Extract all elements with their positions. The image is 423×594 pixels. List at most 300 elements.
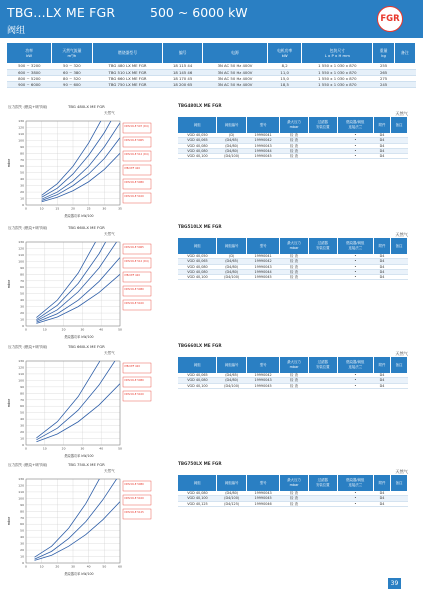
- valve-cell: (D4/80): [217, 143, 246, 148]
- y-tick-label: 10: [20, 436, 24, 441]
- valve-table-title: TBG660LX ME FGR: [178, 343, 222, 348]
- valve-cell: [391, 383, 408, 388]
- spec-cell: 18 170 45: [163, 75, 202, 81]
- y-tick-label: 40: [20, 298, 24, 303]
- y-tick-label: 100: [18, 259, 24, 264]
- valve-cell: 检 查: [280, 138, 309, 143]
- spec-cell: 18 145 46: [163, 69, 202, 75]
- x-tick-label: 0: [25, 446, 27, 451]
- power-range: 500 ~ 6000 kW: [150, 5, 248, 20]
- valve-cell: 检 查: [280, 133, 309, 138]
- valve-cell: 19990044: [246, 148, 279, 153]
- valve-cell: D4: [374, 143, 391, 148]
- y-tick-label: 60: [20, 404, 24, 409]
- valve-cell: 检 查: [280, 264, 309, 269]
- x-tick-label: 40: [99, 327, 104, 332]
- valve-cell: [308, 154, 337, 159]
- pressure-chart: [4, 461, 154, 577]
- spec-cell: 900 ~ 6000: [7, 81, 52, 87]
- valve-cell: 检 查: [280, 496, 309, 501]
- valve-cell: (D): [217, 254, 246, 259]
- valve-cell: (D4/80): [217, 378, 246, 383]
- series-line: [42, 105, 120, 197]
- valve-cell: •: [337, 501, 374, 506]
- valve-cell: 19990045: [246, 154, 279, 159]
- series-line: [36, 258, 120, 323]
- y-tick-label: 70: [20, 157, 24, 162]
- valve-table-fuel: 天然气: [395, 351, 408, 356]
- valve-cell: (D4/80): [217, 264, 246, 269]
- valve-cell: (D4/65): [217, 138, 246, 143]
- spec-col-header: 重量 kg: [373, 43, 394, 63]
- spec-cell: 3N AC 50 Hz 400V: [202, 75, 267, 81]
- y-tick-label: 100: [18, 138, 24, 143]
- valve-col-header: 燃烧器/阀组 连接法兰: [337, 117, 374, 133]
- y-tick-label: 40: [20, 177, 24, 182]
- valve-cell: 检 查: [280, 254, 309, 259]
- y-tick-label: 130: [18, 240, 24, 244]
- y-tick-label: 60: [20, 285, 24, 290]
- y-tick-label: 30: [20, 423, 24, 428]
- spec-cell: TBG 480 LX ME FGR: [92, 63, 163, 69]
- valve-col-header: 备注: [391, 475, 408, 491]
- valve-table-fuel: 天然气: [395, 469, 408, 474]
- series-line: [36, 274, 120, 323]
- y-tick-label: 10: [20, 196, 24, 201]
- valve-cell: [308, 275, 337, 280]
- series-line: [36, 224, 120, 318]
- y-tick-label: 90: [20, 502, 24, 507]
- y-tick-label: 90: [20, 384, 24, 389]
- spec-cell: 3N AC 50 Hz 400V: [202, 81, 267, 87]
- valve-table: [178, 238, 408, 280]
- x-tick-label: 50: [118, 446, 122, 451]
- valve-col-header: 阀组: [178, 117, 217, 133]
- valve-cell: D4: [374, 154, 391, 159]
- section-subtitle: 阀组: [7, 26, 26, 36]
- spec-cell: [394, 81, 415, 87]
- valve-cell: •: [337, 148, 374, 153]
- spec-col-header: 天然气流量 m³/h: [52, 43, 92, 63]
- valve-cell: •: [337, 154, 374, 159]
- x-tick-label: 40: [86, 564, 91, 569]
- chart-fuel: 天然气: [104, 111, 115, 115]
- valve-cell: (D4/80): [217, 269, 246, 274]
- spec-row: [7, 81, 416, 87]
- spec-cell: 1 550 x 1 030 x 870: [302, 63, 373, 69]
- valve-cell: VGD 40,065: [178, 138, 217, 143]
- chart-fuel: 天然气: [104, 469, 115, 473]
- legend-label: MB-VEF 420: [124, 365, 140, 368]
- valve-cell: D4: [374, 491, 391, 496]
- valve-cell: VGD 40,100: [178, 275, 217, 280]
- valve-col-header: 附件: [374, 238, 391, 254]
- valve-col-header: 燃烧器/阀组 连接法兰: [337, 475, 374, 491]
- valve-cell: VGD 40,080: [178, 148, 217, 153]
- y-tick-label: 130: [18, 119, 24, 123]
- valve-cell: D4: [374, 501, 391, 506]
- valve-col-header: 阀组编号: [217, 117, 246, 133]
- valve-row: [178, 501, 408, 506]
- valve-col-header: 型号: [246, 238, 279, 254]
- legend-label: DMV-DLE 5100: [124, 393, 144, 396]
- series-line: [42, 103, 120, 195]
- valve-cell: D4: [374, 378, 391, 383]
- legend-label: DMV-DLE 5080: [124, 181, 144, 184]
- y-tick-label: 110: [18, 252, 24, 257]
- valve-cell: VGD 40,100: [178, 383, 217, 388]
- valve-cell: •: [337, 269, 374, 274]
- valve-cell: [391, 501, 408, 506]
- series-line: [36, 237, 120, 321]
- x-tick-label: 50: [118, 327, 122, 332]
- x-tick-label: 30: [80, 327, 85, 332]
- x-tick-label: 10: [39, 206, 44, 211]
- series-line: [42, 153, 120, 201]
- legend-label: DMV-DLE 5125: [124, 511, 144, 514]
- valve-cell: 检 查: [280, 383, 309, 388]
- chart-svg: [4, 224, 154, 340]
- valve-cell: 19990042: [246, 138, 279, 143]
- spec-cell: 8,2: [268, 63, 302, 69]
- y-tick-label: 30: [20, 304, 24, 309]
- y-tick-label: 100: [18, 378, 24, 383]
- spec-col-header: 功率 kW: [7, 43, 52, 63]
- spec-col-header: 编号: [163, 43, 202, 63]
- y-axis-unit: mbar: [7, 398, 11, 408]
- legend-label: DMV-DLE 5080: [124, 379, 144, 382]
- valve-col-header: 阀组编号: [217, 357, 246, 373]
- y-tick-label: 90: [20, 265, 24, 270]
- valve-col-header: 阀组编号: [217, 475, 246, 491]
- valve-cell: •: [337, 138, 374, 143]
- valve-cell: (D4/80): [217, 491, 246, 496]
- valve-cell: 检 查: [280, 275, 309, 280]
- y-tick-label: 0: [22, 443, 24, 447]
- valve-cell: •: [337, 259, 374, 264]
- valve-table-title: TBG750LX ME FGR: [178, 461, 222, 466]
- spec-col-header: 燃烧器型号: [92, 43, 163, 63]
- valve-cell: D4: [374, 275, 391, 280]
- valve-row: [178, 383, 408, 388]
- y-tick-label: 0: [22, 324, 24, 328]
- x-tick-label: 20: [55, 564, 60, 569]
- x-axis-label: 燃烧器功率 kW/100: [64, 335, 94, 339]
- y-tick-label: 20: [20, 548, 24, 553]
- valve-col-header: 最大压力 mbar: [280, 475, 309, 491]
- spec-cell: 18,5: [268, 81, 302, 87]
- legend-label: DMV-DLE 512 (D4): [124, 260, 149, 263]
- spec-cell: TBG 750 LX ME FGR: [92, 81, 163, 87]
- x-tick-label: 15: [55, 206, 60, 211]
- x-tick-label: 0: [25, 327, 27, 332]
- spec-cell: 60 ~ 380: [52, 69, 92, 75]
- chart-fuel: 天然气: [104, 232, 115, 236]
- valve-cell: D4: [374, 254, 391, 259]
- spec-cell: TBG 660 LX ME FGR: [92, 75, 163, 81]
- x-tick-label: 20: [61, 327, 66, 332]
- y-tick-label: 50: [20, 528, 24, 533]
- valve-cell: VGD 40,125: [178, 501, 217, 506]
- valve-cell: D4: [374, 496, 391, 501]
- valve-cell: 检 查: [280, 373, 309, 378]
- valve-col-header: 型号: [246, 475, 279, 491]
- y-tick-label: 0: [22, 203, 24, 207]
- valve-col-header: 型号: [246, 357, 279, 373]
- spec-cell: 50 ~ 320: [52, 63, 92, 69]
- x-axis-label: 燃烧器功率 kW/100: [64, 572, 94, 576]
- valve-cell: •: [337, 378, 374, 383]
- valve-table: [178, 475, 408, 507]
- legend-label: MB-VEF 420: [124, 274, 140, 277]
- valve-table-title: TBG480LX ME FGR: [178, 103, 222, 108]
- valve-table: [178, 357, 408, 389]
- valve-col-header: 燃烧器/阀组 连接法兰: [337, 238, 374, 254]
- legend-label: DMV-DLE 5080: [124, 483, 144, 486]
- valve-cell: [391, 154, 408, 159]
- x-tick-label: 0: [25, 206, 27, 211]
- legend-label: DMV-DLE 5100: [124, 302, 144, 305]
- valve-col-header: 燃烧器/阀组 连接法兰: [337, 357, 374, 373]
- legend-label: DMV-DLE 5100: [124, 195, 144, 198]
- valve-cell: VGD 40,080: [178, 264, 217, 269]
- x-tick-label: 10: [39, 564, 44, 569]
- chart-ylabel: 压力损失 (燃烧+调节阀): [8, 463, 48, 467]
- valve-cell: •: [337, 491, 374, 496]
- valve-col-header: 型号: [246, 117, 279, 133]
- valve-cell: (D4/80): [217, 148, 246, 153]
- x-tick-label: 0: [25, 564, 27, 569]
- valve-cell: D4: [374, 373, 391, 378]
- valve-cell: D4: [374, 383, 391, 388]
- valve-cell: 19990046: [246, 501, 279, 506]
- y-tick-label: 60: [20, 522, 24, 527]
- chart-title: TBG 480LX ME FGR: [68, 104, 105, 109]
- spec-col-header: 电源: [202, 43, 267, 63]
- valve-col-header: 阀组: [178, 238, 217, 254]
- valve-cell: D4: [374, 264, 391, 269]
- x-tick-label: 35: [118, 206, 122, 211]
- valve-col-header: 过滤器 安装位置: [308, 238, 337, 254]
- pressure-chart: [4, 103, 154, 219]
- spec-cell: 18 200 65: [163, 81, 202, 87]
- valve-cell: 19990045: [246, 383, 279, 388]
- x-tick-label: 50: [102, 564, 107, 569]
- chart-ylabel: 压力损失 (燃烧+调节阀): [8, 105, 48, 109]
- spec-cell: 1 550 x 1 030 x 870: [302, 69, 373, 75]
- spec-table: [7, 43, 416, 88]
- y-tick-label: 0: [22, 561, 24, 565]
- valve-col-header: 备注: [391, 238, 408, 254]
- spec-cell: 275: [373, 75, 394, 81]
- valve-cell: •: [337, 496, 374, 501]
- legend-label: DMV-DLE 507 (D4): [124, 125, 149, 128]
- valve-col-header: 过滤器 安装位置: [308, 475, 337, 491]
- valve-cell: VGD 40,065: [178, 373, 217, 378]
- valve-cell: (D4/125): [217, 501, 246, 506]
- chart-title: TBG 660LX ME FGR: [68, 225, 105, 230]
- y-tick-label: 10: [20, 317, 24, 322]
- valve-cell: 检 查: [280, 259, 309, 264]
- valve-cell: •: [337, 383, 374, 388]
- y-tick-label: 100: [18, 496, 24, 501]
- spec-cell: 600 ~ 3800: [7, 69, 52, 75]
- valve-cell: VGD 40,065: [178, 259, 217, 264]
- legend-label: DMV-DLE 5065: [124, 139, 144, 142]
- valve-cell: D4: [374, 259, 391, 264]
- legend-label: DMV-DLE 512 (D4): [124, 153, 149, 156]
- valve-col-header: 附件: [374, 475, 391, 491]
- spec-cell: 265: [373, 69, 394, 75]
- x-axis-label: 燃烧器功率 kW/100: [64, 214, 94, 218]
- valve-cell: •: [337, 275, 374, 280]
- x-tick-label: 10: [42, 446, 47, 451]
- valve-cell: 19990043: [246, 378, 279, 383]
- y-tick-label: 130: [18, 477, 24, 481]
- x-tick-label: 20: [71, 206, 75, 211]
- product-title: TBG...LX ME FGR: [7, 5, 116, 20]
- series-line: [35, 502, 120, 561]
- spec-cell: 90 ~ 600: [52, 81, 92, 87]
- valve-col-header: 过滤器 安装位置: [308, 117, 337, 133]
- valve-cell: •: [337, 254, 374, 259]
- y-tick-label: 80: [20, 391, 24, 396]
- x-tick-label: 20: [61, 446, 66, 451]
- y-tick-label: 90: [20, 144, 24, 149]
- valve-col-header: 最大压力 mbar: [280, 238, 309, 254]
- valve-cell: 19990041: [246, 254, 279, 259]
- spec-cell: 15,0: [268, 75, 302, 81]
- valve-cell: (D4/100): [217, 154, 246, 159]
- valve-cell: 检 查: [280, 501, 309, 506]
- y-tick-label: 80: [20, 272, 24, 277]
- valve-cell: (D): [217, 133, 246, 138]
- valve-cell: 检 查: [280, 378, 309, 383]
- valve-col-header: 最大压力 mbar: [280, 357, 309, 373]
- valve-cell: D4: [374, 138, 391, 143]
- valve-col-header: 过滤器 安装位置: [308, 357, 337, 373]
- y-tick-label: 20: [20, 430, 24, 435]
- x-tick-label: 30: [102, 206, 107, 211]
- legend-label: DMV-DLE 5065: [124, 246, 144, 249]
- spec-cell: 800 ~ 5200: [7, 75, 52, 81]
- valve-cell: •: [337, 133, 374, 138]
- valve-cell: 19990045: [246, 275, 279, 280]
- valve-cell: 检 查: [280, 154, 309, 159]
- pressure-chart: [4, 224, 154, 340]
- valve-cell: 检 查: [280, 269, 309, 274]
- y-tick-label: 60: [20, 164, 24, 169]
- valve-cell: [308, 383, 337, 388]
- y-tick-label: 40: [20, 417, 24, 422]
- x-tick-label: 10: [42, 327, 47, 332]
- valve-cell: 19990043: [246, 264, 279, 269]
- valve-cell: •: [337, 264, 374, 269]
- valve-table: [178, 117, 408, 159]
- y-tick-label: 80: [20, 509, 24, 514]
- valve-cell: VGD 40,080: [178, 378, 217, 383]
- valve-cell: 检 查: [280, 143, 309, 148]
- series-line: [42, 123, 120, 199]
- valve-col-header: 附件: [374, 117, 391, 133]
- spec-cell: 80 ~ 520: [52, 75, 92, 81]
- x-tick-label: 60: [118, 564, 122, 569]
- chart-svg: [4, 343, 154, 459]
- y-axis-unit: mbar: [7, 279, 11, 289]
- valve-cell: 19990044: [246, 269, 279, 274]
- valve-cell: VGD 40,080: [178, 269, 217, 274]
- y-tick-label: 120: [18, 246, 24, 251]
- series-line: [35, 461, 120, 557]
- chart-ylabel: 压力损失 (燃烧+调节阀): [8, 345, 48, 349]
- spec-col-header: 备注: [394, 43, 415, 63]
- x-tick-label: 30: [71, 564, 75, 569]
- valve-cell: 19990043: [246, 491, 279, 496]
- valve-cell: VGD 40,100: [178, 154, 217, 159]
- valve-cell: VGD 40,050: [178, 254, 217, 259]
- valve-cell: D4: [374, 133, 391, 138]
- valve-col-header: 备注: [391, 117, 408, 133]
- y-tick-label: 50: [20, 170, 24, 175]
- valve-cell: 19990042: [246, 373, 279, 378]
- x-tick-label: 30: [80, 446, 85, 451]
- y-tick-label: 70: [20, 278, 24, 283]
- spec-col-header: 电机功率 kW: [268, 43, 302, 63]
- y-tick-label: 30: [20, 183, 24, 188]
- y-tick-label: 50: [20, 410, 24, 415]
- chart-ylabel: 压力损失 (燃烧+调节阀): [8, 226, 48, 230]
- y-tick-label: 80: [20, 151, 24, 156]
- legend-label: DMV-DLE 5100: [124, 497, 144, 500]
- spec-cell: TBG 510 LX ME FGR: [92, 69, 163, 75]
- valve-cell: 19990042: [246, 259, 279, 264]
- valve-cell: (D4/100): [217, 496, 246, 501]
- valve-cell: D4: [374, 148, 391, 153]
- valve-col-header: 阀组: [178, 357, 217, 373]
- legend-label: MB-VEF 420: [124, 167, 140, 170]
- valve-cell: 检 查: [280, 491, 309, 496]
- y-tick-label: 40: [20, 535, 24, 540]
- valve-cell: •: [337, 373, 374, 378]
- spec-cell: 1 550 x 1 030 x 870: [302, 81, 373, 87]
- legend-label: DMV-DLE 5080: [124, 288, 144, 291]
- chart-title: TBG 750LX ME FGR: [68, 462, 105, 467]
- x-axis-label: 燃烧器功率 kW/100: [64, 454, 94, 458]
- y-axis-unit: mbar: [7, 516, 11, 526]
- valve-cell: 19990043: [246, 143, 279, 148]
- y-tick-label: 130: [18, 359, 24, 363]
- page-header: [0, 0, 423, 38]
- spec-cell: 1 550 x 1 030 x 870: [302, 75, 373, 81]
- chart-title: TBG 660LX ME FGR: [68, 344, 105, 349]
- valve-cell: 检 查: [280, 148, 309, 153]
- spec-cell: 245: [373, 81, 394, 87]
- valve-table-fuel: 天然气: [395, 232, 408, 237]
- y-tick-label: 20: [20, 311, 24, 316]
- y-tick-label: 10: [20, 554, 24, 559]
- valve-cell: 19990041: [246, 133, 279, 138]
- chart-svg: [4, 103, 154, 219]
- valve-table-title: TBG510LX ME FGR: [178, 224, 222, 229]
- y-tick-label: 120: [18, 483, 24, 488]
- y-tick-label: 120: [18, 365, 24, 370]
- pressure-chart: [4, 343, 154, 459]
- y-tick-label: 110: [18, 131, 24, 136]
- spec-cell: 500 ~ 3200: [7, 63, 52, 69]
- spec-cell: 11,0: [268, 69, 302, 75]
- y-tick-label: 30: [20, 541, 24, 546]
- y-tick-label: 50: [20, 291, 24, 296]
